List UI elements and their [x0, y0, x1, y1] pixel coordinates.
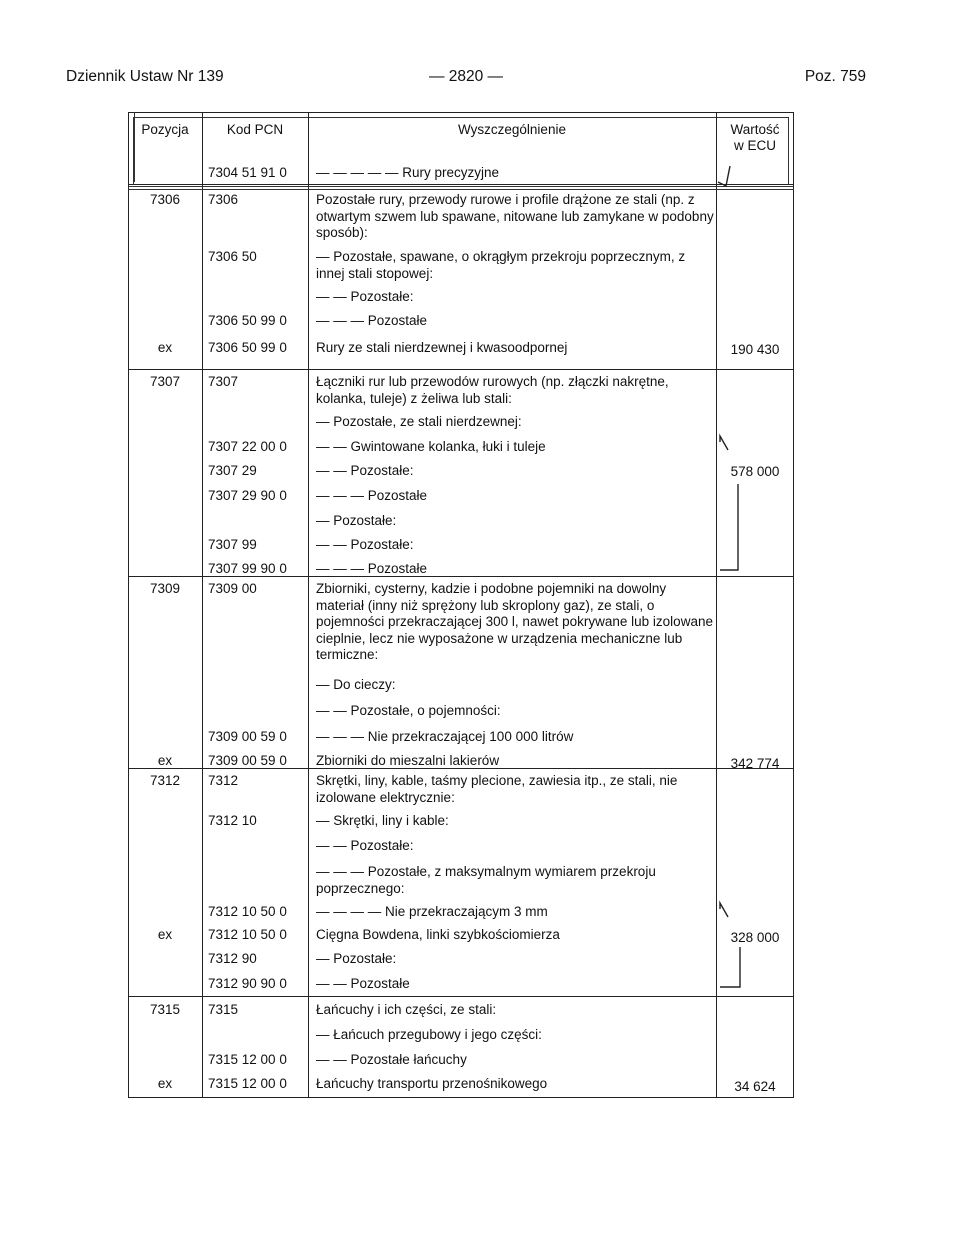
- header-divider: [128, 184, 794, 185]
- group-divider-7315: [128, 996, 794, 997]
- tariff-table: [128, 112, 794, 1098]
- row-desc: — Łańcuch przegubowy i jego części:: [316, 1027, 542, 1042]
- row-desc: Zbiorniki, cysterny, kadzie i podobne pojemniki na dowolny materiał (inny niż sprężony lub skroplony gaz), ze stali, o pojemności przekraczającej 300 l, nawet pokrywane lub izolowane cieplnie, lecz nie wyposażone w urządzenia mechaniczne lub termiczne:: [316, 581, 713, 662]
- page-header: [66, 68, 866, 90]
- row-desc: — — — — Nie przekraczającym 3 mm: [316, 904, 548, 919]
- row-desc: — — Pozostałe łańcuchy: [316, 1052, 467, 1067]
- row-kod: 7307 29 90 0: [208, 488, 287, 503]
- row-kod: 7312 10: [208, 813, 257, 828]
- row-value: 578 000: [730, 464, 780, 479]
- row-desc: — Skrętki, liny i kable:: [316, 813, 449, 828]
- row-desc: — Pozostałe:: [316, 513, 397, 528]
- row-value: 34 624: [734, 1079, 776, 1094]
- row-kod: 7315 12 00 0: [208, 1076, 287, 1091]
- subheader-top-line: [128, 186, 794, 187]
- row-kod: 7307 99 90 0: [208, 561, 287, 576]
- row-kod: 7309 00: [208, 581, 257, 596]
- row-desc: — — Gwintowane kolanka, łuki i tuleje: [316, 439, 546, 454]
- row-poz: ex: [157, 1076, 173, 1091]
- row-poz: ex: [157, 340, 173, 355]
- row-desc: Cięgna Bowdena, linki szybkościomierza: [316, 927, 560, 942]
- row-value: 342 774: [730, 756, 780, 771]
- row-poz: 7312: [149, 773, 181, 788]
- bracket-icon: [716, 432, 794, 572]
- col-header-wartosc: [716, 122, 794, 154]
- row-7304-bottom: [128, 189, 794, 190]
- row-poz: 7309: [149, 581, 181, 596]
- row-kod: 7315: [208, 1002, 239, 1017]
- row-kod: 7304 51 91 0: [208, 165, 287, 180]
- row-desc: — Pozostałe, ze stali nierdzewnej:: [316, 414, 522, 429]
- row-desc: — Pozostałe, spawane, o okrągłym przekroju poprzecznym, z innej stali stopowej:: [316, 249, 686, 281]
- row-desc: Pozostałe rury, przewody rurowe i profile drążone ze stali (np. z otwartym szwem lub spawane, nitowane lub zamykane w podobny sposób):: [316, 192, 714, 240]
- row-desc: — Pozostałe:: [316, 951, 397, 966]
- position-number: Poz. 759: [804, 68, 866, 85]
- row-kod: 7307: [208, 374, 239, 389]
- column-divider-1: [202, 112, 203, 1098]
- col-header-kod: Kod PCN: [226, 122, 284, 137]
- row-kod: 7309 00 59 0: [208, 729, 287, 744]
- row-poz: ex: [157, 753, 173, 768]
- row-desc: — — Pozostałe:: [316, 463, 414, 478]
- row-kod: 7312 90 90 0: [208, 976, 287, 991]
- row-value: 190 430: [730, 342, 780, 357]
- row-desc: — — — Nie przekraczającej 100 000 litrów: [316, 729, 574, 744]
- journal-title: Dziennik Ustaw Nr 139: [66, 68, 224, 85]
- check-mark-icon: [716, 160, 794, 190]
- row-desc: Łańcuchy i ich części, ze stali:: [316, 1002, 497, 1017]
- row-kod: 7312 10 50 0: [208, 904, 287, 919]
- row-poz: ex: [157, 927, 173, 942]
- row-kod: 7307 29: [208, 463, 257, 478]
- row-desc: — — Pozostałe:: [316, 537, 414, 552]
- row-desc: Łączniki rur lub przewodów rurowych (np. złączki nakrętne, kolanka, tuleje) z żeliwa lub stali:: [316, 374, 669, 406]
- row-desc: — — — — — Rury precyzyjne: [316, 165, 500, 180]
- row-desc: — — Pozostałe: [316, 976, 410, 991]
- row-desc: Skrętki, liny, kable, taśmy plecione, zawiesia itp., ze stali, nie izolowane elektrycznie:: [316, 773, 678, 805]
- row-kod: 7306 50 99 0: [208, 340, 287, 355]
- row-kod: 7312: [208, 773, 239, 788]
- row-poz: 7306: [149, 192, 181, 207]
- row-kod: 7309 00 59 0: [208, 753, 287, 768]
- row-kod: 7312 10 50 0: [208, 927, 287, 942]
- column-divider-2: [308, 112, 309, 1098]
- col-header-wartosc-line2: w ECU: [733, 138, 776, 153]
- row-desc: Rury ze stali nierdzewnej i kwasoodpornej: [316, 340, 568, 355]
- row-kod: 7306: [208, 192, 239, 207]
- row-desc: — — — Pozostałe: [316, 488, 428, 503]
- row-desc: — — Pozostałe:: [316, 289, 414, 304]
- row-kod: 7315 12 00 0: [208, 1052, 287, 1067]
- row-desc: Zbiorniki do mieszalni lakierów: [316, 753, 500, 768]
- row-poz: 7315: [149, 1002, 181, 1017]
- row-kod: 7312 90: [208, 951, 257, 966]
- row-desc: — Do cieczy:: [316, 677, 396, 692]
- row-desc: — — — Pozostałe, z maksymalnym wymiarem przekroju poprzecznego:: [316, 864, 656, 896]
- col-header-pozycja: Pozycja: [141, 122, 189, 137]
- row-desc: Łańcuchy transportu przenośnikowego: [316, 1076, 548, 1091]
- page-number: — 2820 —: [428, 68, 504, 85]
- row-desc: — — — Pozostałe: [316, 313, 428, 328]
- col-header-wartosc-line1: Wartość: [730, 122, 780, 137]
- row-desc: — — Pozostałe, o pojemności:: [316, 703, 501, 718]
- row-kod: 7307 99: [208, 537, 257, 552]
- row-kod: 7306 50 99 0: [208, 313, 287, 328]
- col-header-opis: Wyszczególnienie: [458, 122, 566, 137]
- group-divider-7307: [128, 369, 794, 370]
- row-kod: 7306 50: [208, 249, 257, 264]
- row-desc: — — Pozostałe:: [316, 838, 414, 853]
- row-poz: 7307: [149, 374, 181, 389]
- bracket-icon: [716, 897, 794, 992]
- row-desc: — — — Pozostałe: [316, 561, 428, 576]
- row-value: 328 000: [730, 930, 780, 945]
- row-kod: 7307 22 00 0: [208, 439, 287, 454]
